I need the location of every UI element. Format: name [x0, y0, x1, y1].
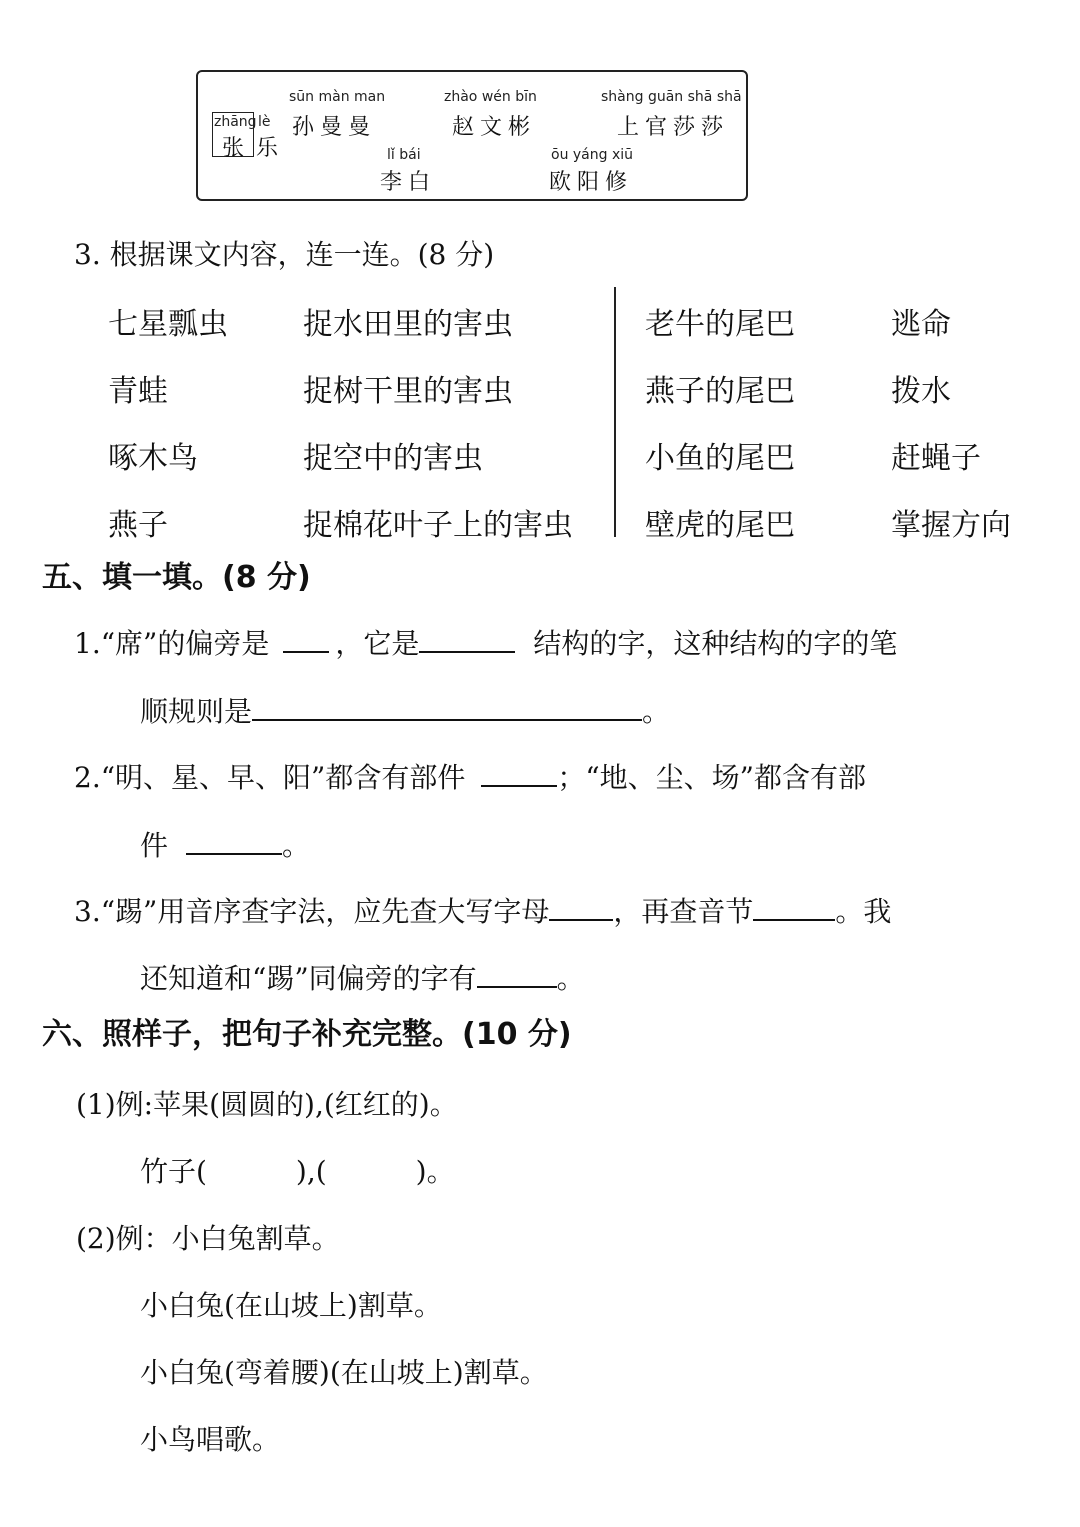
- column-divider: [614, 287, 616, 537]
- right-tail: 壁虎的尾巴: [645, 508, 795, 543]
- s5-q1-text-c: 结构的字，这种结构的字的笔: [533, 627, 898, 660]
- s5-q1-line2: [140, 690, 670, 730]
- left-action: 捉空中的害虫: [303, 441, 483, 476]
- right-use: 逃命: [891, 307, 951, 342]
- s5-q3-line2: [140, 957, 585, 997]
- right-use: 拨水: [891, 374, 951, 409]
- section5-title: 五、填一填。(8 分): [42, 560, 311, 595]
- answer-blank[interactable]: [753, 893, 835, 921]
- pinyin-zhao: zhào wén bīn: [444, 89, 537, 105]
- left-action: 捉树干里的害虫: [303, 374, 513, 409]
- s5-q1-text-a: 1.“席”的偏旁是: [74, 627, 270, 660]
- left-action: 捉棉花叶子上的害虫: [303, 508, 573, 543]
- q3-title: 3. 根据课文内容，连一连。(8 分): [74, 238, 495, 271]
- s5-q2-text-c: 件: [140, 829, 169, 862]
- s5-q3-text-c: 。我: [835, 895, 892, 928]
- s5-q3-text-b: ，再查音节: [613, 895, 754, 928]
- right-tail: 燕子的尾巴: [645, 374, 795, 409]
- pinyin-shangguan: shàng guān shā shā: [601, 89, 742, 105]
- hanzi-ouyang: 欧阳修: [549, 170, 634, 195]
- s5-q1-text-d: 顺规则是: [140, 695, 253, 728]
- hanzi-li: 李白: [380, 170, 437, 195]
- s5-q1-line1: [74, 622, 897, 662]
- left-action: 捉水田里的害虫: [303, 307, 513, 342]
- hanzi-sun: 孙曼曼: [292, 115, 377, 140]
- answer-blank[interactable]: [252, 693, 642, 721]
- left-animal: 青蛙: [108, 374, 168, 409]
- s5-q1-text-b: ，它是: [335, 627, 420, 660]
- hanzi-shangguan: 上官莎莎: [617, 115, 730, 140]
- s5-q3-text-d: 还知道和“踢”同偏旁的字有: [140, 962, 477, 995]
- hanzi-zhang: 张: [222, 136, 251, 161]
- answer-blank[interactable]: [477, 960, 557, 988]
- pinyin-ouyang: ōu yáng xiū: [551, 147, 634, 163]
- s5-q2-text-b: ；“地、尘、场”都含有部: [557, 761, 866, 794]
- hanzi-zhao: 赵文彬: [452, 115, 537, 140]
- pinyin-le: lè: [258, 114, 271, 130]
- s5-q2-line2: [140, 824, 310, 864]
- s6-task2: 小鸟唱歌。: [140, 1423, 281, 1456]
- section6-title: 六、照样子，把句子补充完整。(10 分): [42, 1017, 572, 1052]
- answer-blank[interactable]: [481, 759, 557, 787]
- answer-blank[interactable]: [419, 625, 515, 653]
- s5-q2-line1: [74, 756, 866, 796]
- right-tail: 小鱼的尾巴: [645, 441, 795, 476]
- left-animal: 七星瓢虫: [108, 307, 228, 342]
- right-use: 赶蝇子: [891, 441, 981, 476]
- s5-q3-text-a: 3.“踢”用音序查字法，应先查大写字母: [74, 895, 550, 928]
- left-animal: 燕子: [108, 508, 168, 543]
- pinyin-sun: sūn màn man: [289, 89, 386, 105]
- s5-q3-line1: [74, 890, 891, 930]
- right-use: 掌握方向: [891, 508, 1011, 543]
- pinyin-li: lǐ bái: [387, 147, 421, 163]
- hanzi-le: 乐: [256, 136, 285, 161]
- s5-q1-text-e: 。: [642, 695, 671, 728]
- pinyin-zhang: zhāng: [214, 114, 257, 130]
- answer-blank[interactable]: [549, 893, 613, 921]
- s6-example2-line1: 小白兔(在山坡上)割草。: [140, 1289, 442, 1322]
- left-animal: 啄木鸟: [108, 441, 198, 476]
- s6-example2: (2)例：小白兔割草。: [76, 1222, 340, 1255]
- right-tail: 老牛的尾巴: [645, 307, 795, 342]
- answer-blank[interactable]: [186, 827, 282, 855]
- s5-q2-text-a: 2.“明、星、早、阳”都含有部件: [74, 761, 466, 794]
- s6-example1: (1)例:苹果(圆圆的),(红红的)。: [76, 1088, 458, 1121]
- s5-q3-text-e: 。: [556, 962, 585, 995]
- s6-task1: 竹子( ),( )。: [140, 1155, 455, 1188]
- answer-blank[interactable]: [283, 625, 329, 653]
- s6-example2-line2: 小白兔(弯着腰)(在山坡上)割草。: [140, 1356, 548, 1389]
- s5-q2-text-d: 。: [282, 829, 311, 862]
